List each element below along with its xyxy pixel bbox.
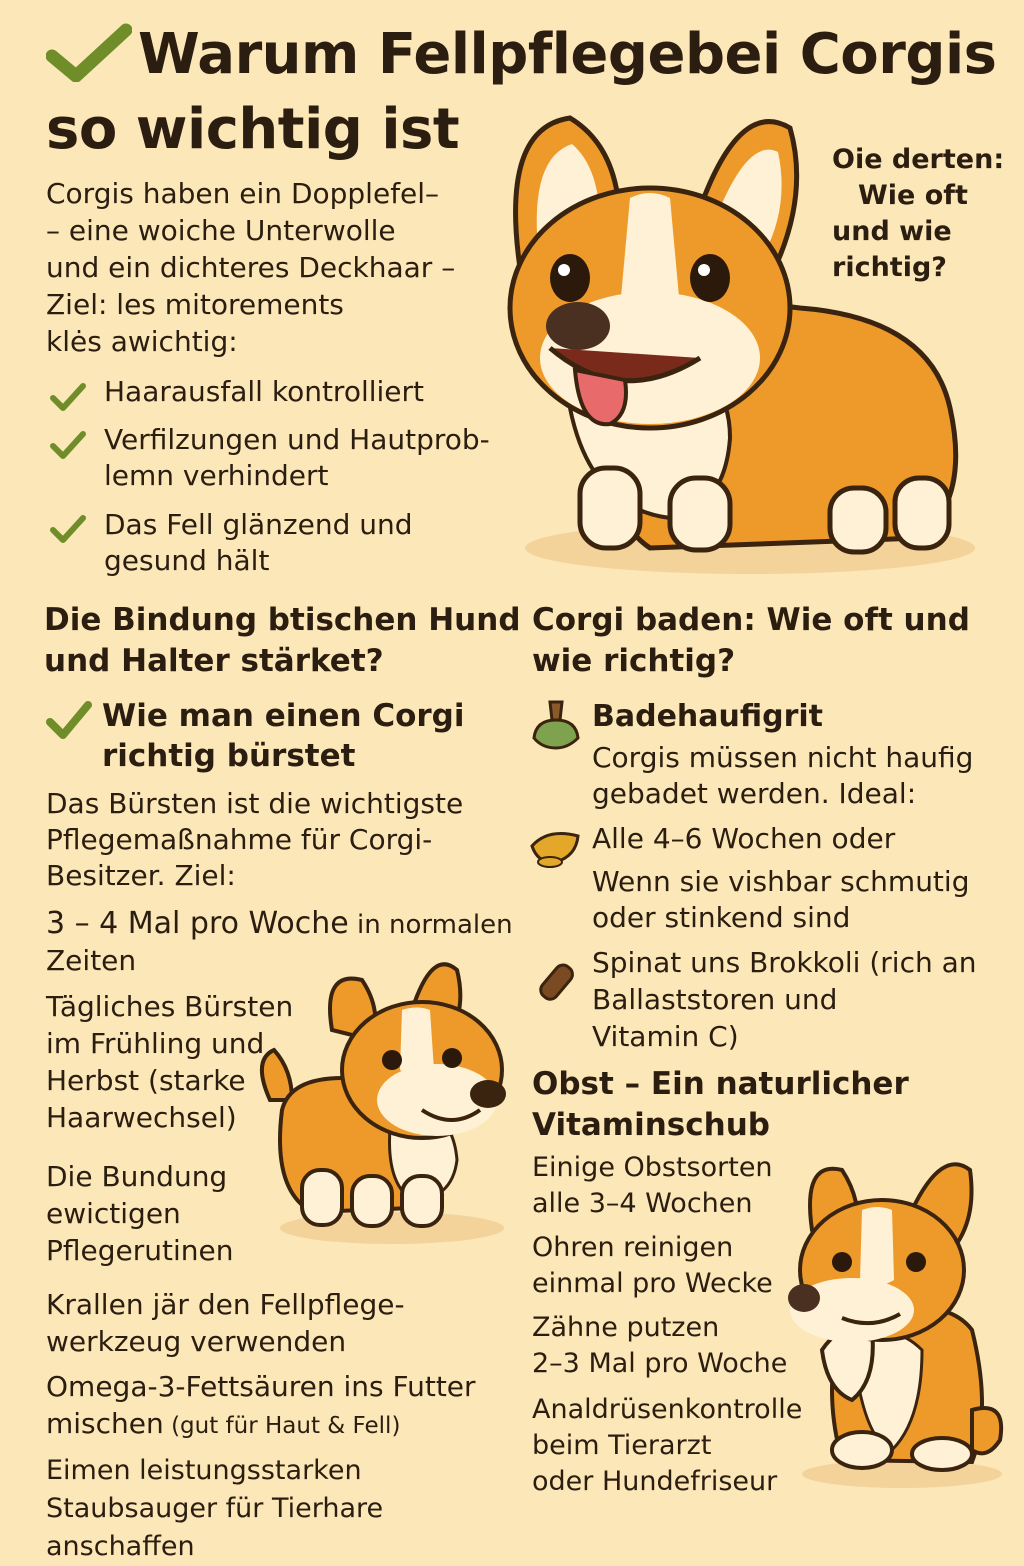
bond-heading: Die Bindung btischen Hund und Halter stärket? bbox=[44, 602, 521, 679]
speech-bubble: Oie derten: Wie oft und wie richtig? bbox=[832, 144, 1005, 283]
bath-weeks: Alle 4–6 Wochen oder bbox=[592, 822, 896, 855]
brushing-heading: Wie man einen Corgi richtig bürstet bbox=[102, 698, 465, 774]
routine-text: Die Bundung ewictigen Pflegerutinen bbox=[46, 1160, 234, 1267]
brushing-frequency: 3 – 4 Mal pro Woche in normalen Zeiten bbox=[46, 906, 513, 977]
bath-frequency-title: Badehaufigrit bbox=[592, 699, 824, 734]
bath-brush-icon bbox=[528, 698, 584, 758]
spinach-text: Spinat uns Brokkoli (rich an Ballaststoren und Vitamin C) bbox=[592, 946, 977, 1053]
check-icon bbox=[46, 22, 138, 97]
fruit-list: Einige Obstsorten alle 3–4 Wochen Ohren reinigen einmal pro Wecke Zähne putzen 2–3 Mal pro Woche Analdrüsenkontrolle beim Tierarzt oder Hundefriseur bbox=[532, 1152, 803, 1497]
daily-brushing: Tägliches Bürsten im Frühling und Herbst (starke Haarwechsel) bbox=[46, 990, 294, 1134]
list-item: Verfilzungen und Hautprob- lemn verhindert bbox=[104, 423, 490, 492]
bathing-heading: Corgi baden: Wie oft und wie richtig? bbox=[532, 602, 970, 679]
brushing-text: Das Bürsten ist die wichtigste Pflegemaßnahme für Corgi- Besitzer. Ziel: bbox=[46, 787, 464, 892]
check-icon bbox=[46, 700, 92, 744]
bath-dirty: Wenn sie vishbar schmutig oder stinkend sind bbox=[592, 865, 970, 934]
corgi-illustration-sitting bbox=[782, 1150, 1007, 1494]
krallen-text: Krallen jär den Fellpflege- werkzeug verwenden bbox=[46, 1288, 405, 1358]
check-icon bbox=[50, 514, 86, 548]
omega-text: Omega-3-Fettsäuren ins Futter mischen (gut für Haut & Fell) bbox=[46, 1370, 476, 1440]
check-icon bbox=[50, 382, 86, 416]
corgi-illustration-walking bbox=[252, 950, 512, 1254]
title-line-1: Warum Fellpflegebei Corgis bbox=[138, 22, 997, 87]
bath-frequency-text: Corgis müssen nicht haufig gebadet werden. Ideal: bbox=[592, 741, 974, 810]
vacuum-text: Eimen leistungsstarken Staubsauger für Tierhare anschaffen bbox=[46, 1455, 384, 1562]
food-bar-icon bbox=[536, 960, 580, 1008]
list-item: Haarausfall kontrolliert bbox=[104, 375, 425, 408]
bath-bowl-icon bbox=[528, 826, 582, 874]
fruit-heading: Obst – Ein naturlicher Vitaminschub bbox=[532, 1066, 909, 1143]
title-line-2: so wichtig ist bbox=[46, 97, 460, 162]
intro-text: Corgis haben ein Dopplefel– – eine woiche Unterwolle und ein dichteres Deckhaar – Ziel: les mitorements klės awichtig: bbox=[46, 177, 456, 358]
list-item: Das Fell glänzend und gesund hält bbox=[104, 508, 413, 577]
check-icon bbox=[50, 430, 86, 464]
